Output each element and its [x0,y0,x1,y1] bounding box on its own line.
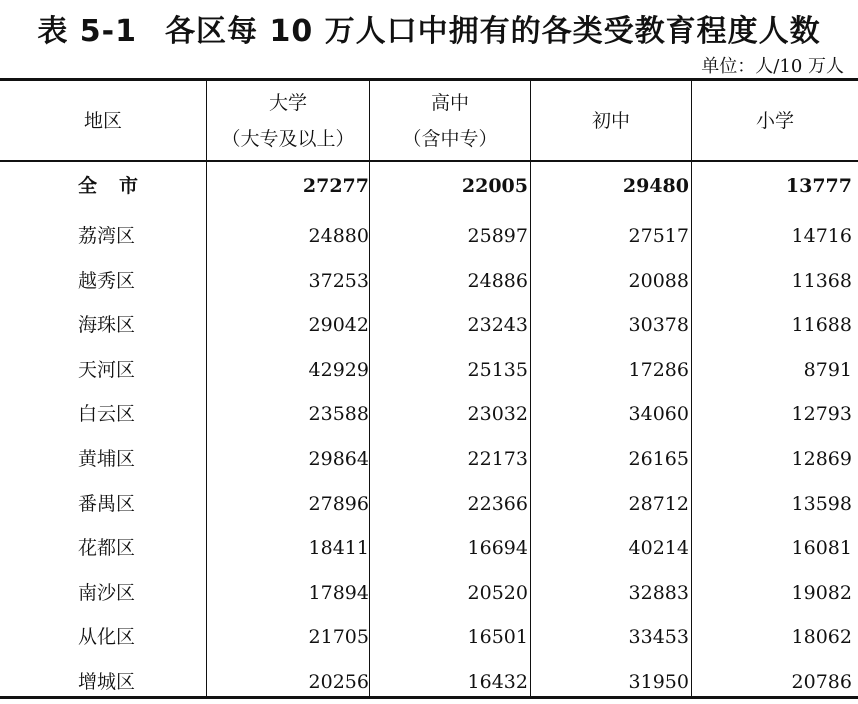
region-name: 增城区 [78,671,136,693]
university-count: 27896 [308,492,369,515]
high-school-count: 16694 [467,537,528,560]
junior-high-count: 17286 [628,358,689,381]
header-junior-high-label: 初中 [591,109,630,132]
university-count: 27277 [302,175,369,197]
table-row [0,615,858,659]
table-row [0,482,858,526]
region-name: 南沙区 [78,581,136,604]
junior-high-count: 34060 [628,403,689,426]
header-region [0,81,206,160]
region-name: 黄埔区 [78,448,136,470]
table-row [0,392,858,436]
region-name: 越秀区 [78,269,136,292]
high-school-count: 20520 [467,581,528,604]
table-row [0,437,858,481]
header-primary [692,81,858,160]
high-school-count: 16501 [467,626,528,649]
university-count: 21705 [308,626,369,649]
primary-count: 12793 [791,403,852,426]
high-school-count: 25897 [467,225,528,247]
university-count: 17894 [308,581,369,604]
primary-count: 16081 [791,537,852,560]
junior-high-count: 33453 [628,626,689,649]
table-title-text: 各区每 10 万人口中拥有的各类受教育程度人数 [165,14,821,49]
high-school-count: 24886 [467,269,528,292]
high-school-count: 22366 [467,492,528,515]
header-primary-label: 小学 [755,109,794,132]
junior-high-count: 20088 [628,269,689,292]
table-number: 表 5-1 [37,14,137,49]
primary-count: 19082 [791,581,852,604]
high-school-count: 16432 [467,671,528,693]
table-title [0,6,858,50]
primary-count: 11368 [791,269,852,292]
high-school-count: 23243 [467,314,528,337]
university-count: 18411 [308,537,369,560]
table-row [0,660,858,704]
unit-note: 单位：人/10 万人 [701,56,844,77]
region-name: 白云区 [78,403,136,426]
table-row [0,303,858,347]
high-school-count: 22173 [467,448,528,470]
high-school-count: 23032 [467,403,528,426]
header-university-label: 大学 [268,91,307,114]
table-row [0,571,858,615]
header-high-school-note: （含中专） [402,127,498,150]
junior-high-count: 30378 [628,314,689,337]
region-name: 花都区 [78,537,136,560]
university-count: 29864 [308,448,369,470]
total-row [0,164,858,208]
junior-high-count: 26165 [628,448,689,470]
university-count: 20256 [308,671,369,693]
primary-count: 11688 [791,314,852,337]
table-row [0,348,858,392]
junior-high-count: 29480 [622,175,689,197]
primary-count: 18062 [791,626,852,649]
university-count: 24880 [308,225,369,247]
primary-count: 12869 [791,448,852,470]
university-count: 29042 [308,314,369,337]
region-name: 海珠区 [78,314,136,337]
high-school-count: 25135 [467,358,528,381]
header-university-note: （大专及以上） [221,127,355,150]
region-name: 荔湾区 [78,225,136,247]
primary-count: 13777 [785,175,852,197]
header-university [207,81,369,160]
header-rule [0,160,858,162]
table-row [0,526,858,570]
region-name: 番禺区 [78,492,136,515]
university-count: 23588 [308,403,369,426]
junior-high-count: 40214 [628,537,689,560]
junior-high-count: 27517 [628,225,689,247]
primary-count: 8791 [803,358,852,381]
region-name: 天河区 [78,358,136,381]
region-name: 全市 [78,175,161,197]
header-junior-high [531,81,691,160]
junior-high-count: 28712 [628,492,689,515]
header-high-school-label: 高中 [430,91,469,114]
table-row [0,214,858,258]
university-count: 37253 [308,269,369,292]
header-high-school [370,81,530,160]
region-name: 从化区 [78,626,136,649]
table-row [0,259,858,303]
primary-count: 20786 [791,671,852,693]
primary-count: 14716 [791,225,852,247]
junior-high-count: 31950 [628,671,689,693]
university-count: 42929 [308,358,369,381]
primary-count: 13598 [791,492,852,515]
header-region-label: 地区 [83,109,122,132]
junior-high-count: 32883 [628,581,689,604]
high-school-count: 22005 [461,175,528,197]
